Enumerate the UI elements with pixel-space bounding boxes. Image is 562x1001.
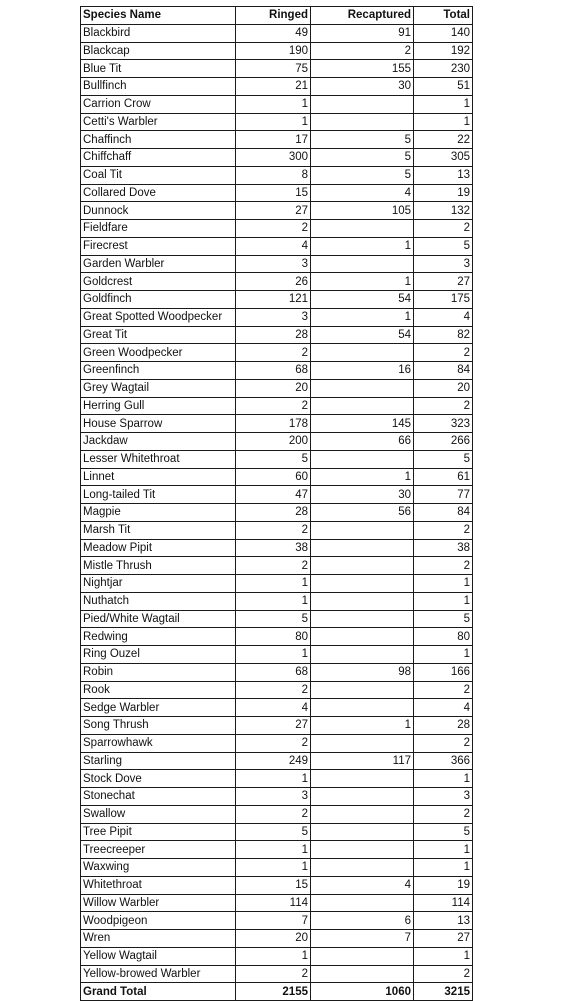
species-name-cell: Jackdaw <box>81 433 236 451</box>
total-cell: 51 <box>414 78 473 96</box>
species-name-cell: Robin <box>81 663 236 681</box>
recaptured-cell <box>311 255 414 273</box>
table-body <box>81 24 473 983</box>
species-name-cell: Song Thrush <box>81 717 236 735</box>
species-name-cell: Blue Tit <box>81 60 236 78</box>
ringed-cell: 300 <box>236 149 311 167</box>
total-cell: 2 <box>414 965 473 983</box>
total-cell: 1 <box>414 592 473 610</box>
species-name-cell: Nightjar <box>81 575 236 593</box>
table-row <box>81 504 473 522</box>
species-name-cell: Grey Wagtail <box>81 379 236 397</box>
species-name-cell: Sparrowhawk <box>81 734 236 752</box>
recaptured-cell: 4 <box>311 184 414 202</box>
ringed-cell: 26 <box>236 273 311 291</box>
table-row <box>81 770 473 788</box>
total-cell: 19 <box>414 184 473 202</box>
ringed-cell: 68 <box>236 663 311 681</box>
table-row <box>81 255 473 273</box>
species-name-cell: Coal Tit <box>81 166 236 184</box>
recaptured-cell <box>311 344 414 362</box>
total-cell: 77 <box>414 486 473 504</box>
total-cell: 114 <box>414 894 473 912</box>
ringed-cell: 2 <box>236 965 311 983</box>
species-name-cell: Collared Dove <box>81 184 236 202</box>
total-cell: 2 <box>414 521 473 539</box>
ringed-cell: 15 <box>236 184 311 202</box>
recaptured-cell: 7 <box>311 930 414 948</box>
table-row <box>81 734 473 752</box>
species-name-cell: Green Woodpecker <box>81 344 236 362</box>
ringed-cell: 3 <box>236 308 311 326</box>
total-cell: 2 <box>414 805 473 823</box>
species-name-cell: Yellow-browed Warbler <box>81 965 236 983</box>
total-cell: 1 <box>414 575 473 593</box>
recaptured-cell <box>311 646 414 664</box>
ringed-cell: 80 <box>236 628 311 646</box>
table-row <box>81 237 473 255</box>
total-cell: 4 <box>414 699 473 717</box>
total-cell: 1 <box>414 113 473 131</box>
total-cell: 1 <box>414 770 473 788</box>
table-row <box>81 841 473 859</box>
recaptured-cell <box>311 894 414 912</box>
ringed-cell: 3 <box>236 788 311 806</box>
species-name-cell: Whitethroat <box>81 876 236 894</box>
recaptured-cell <box>311 841 414 859</box>
ringed-cell: 1 <box>236 646 311 664</box>
total-cell: 1 <box>414 859 473 877</box>
recaptured-cell: 56 <box>311 504 414 522</box>
total-cell: 22 <box>414 131 473 149</box>
recaptured-cell <box>311 947 414 965</box>
recaptured-cell: 105 <box>311 202 414 220</box>
recaptured-cell: 91 <box>311 24 414 42</box>
table-row <box>81 42 473 60</box>
total-cell: 61 <box>414 468 473 486</box>
table-row <box>81 433 473 451</box>
ringed-cell: 4 <box>236 237 311 255</box>
table-row <box>81 450 473 468</box>
grand-total-label: Grand Total <box>81 983 236 1001</box>
recaptured-cell: 1 <box>311 237 414 255</box>
total-cell: 38 <box>414 539 473 557</box>
table-row <box>81 220 473 238</box>
ringed-cell: 2 <box>236 805 311 823</box>
ringed-cell: 2 <box>236 397 311 415</box>
ringed-cell: 200 <box>236 433 311 451</box>
species-name-cell: Great Spotted Woodpecker <box>81 308 236 326</box>
species-name-cell: Redwing <box>81 628 236 646</box>
ringed-cell: 2 <box>236 734 311 752</box>
recaptured-cell <box>311 734 414 752</box>
ringed-cell: 28 <box>236 326 311 344</box>
total-cell: 323 <box>414 415 473 433</box>
species-name-cell: Wren <box>81 930 236 948</box>
ringed-cell: 1 <box>236 113 311 131</box>
ringed-cell: 190 <box>236 42 311 60</box>
ringed-cell: 1 <box>236 95 311 113</box>
ringed-cell: 1 <box>236 947 311 965</box>
ringed-cell: 114 <box>236 894 311 912</box>
recaptured-cell <box>311 539 414 557</box>
recaptured-cell <box>311 610 414 628</box>
grand-total-total: 3215 <box>414 983 473 1001</box>
species-name-cell: Blackcap <box>81 42 236 60</box>
total-cell: 13 <box>414 912 473 930</box>
ringed-cell: 20 <box>236 930 311 948</box>
recaptured-cell <box>311 397 414 415</box>
recaptured-cell <box>311 859 414 877</box>
species-name-cell: Tree Pipit <box>81 823 236 841</box>
table-row <box>81 663 473 681</box>
ringed-cell: 7 <box>236 912 311 930</box>
species-name-cell: Lesser Whitethroat <box>81 450 236 468</box>
total-cell: 27 <box>414 273 473 291</box>
recaptured-cell: 1 <box>311 468 414 486</box>
table-row <box>81 291 473 309</box>
species-name-cell: Treecreeper <box>81 841 236 859</box>
recaptured-cell: 1 <box>311 273 414 291</box>
species-name-cell: Nuthatch <box>81 592 236 610</box>
table-row <box>81 752 473 770</box>
ringed-cell: 249 <box>236 752 311 770</box>
total-cell: 84 <box>414 362 473 380</box>
total-cell: 20 <box>414 379 473 397</box>
table-row <box>81 486 473 504</box>
recaptured-cell <box>311 823 414 841</box>
recaptured-cell: 4 <box>311 876 414 894</box>
ringed-cell: 2 <box>236 681 311 699</box>
total-cell: 140 <box>414 24 473 42</box>
table-row <box>81 131 473 149</box>
table-row <box>81 610 473 628</box>
species-name-cell: Swallow <box>81 805 236 823</box>
recaptured-cell: 66 <box>311 433 414 451</box>
table-row <box>81 113 473 131</box>
total-cell: 84 <box>414 504 473 522</box>
ringed-cell: 27 <box>236 202 311 220</box>
total-cell: 5 <box>414 823 473 841</box>
species-name-cell: Cetti's Warbler <box>81 113 236 131</box>
species-name-cell: Willow Warbler <box>81 894 236 912</box>
species-name-cell: Mistle Thrush <box>81 557 236 575</box>
ringed-cell: 2 <box>236 521 311 539</box>
total-cell: 366 <box>414 752 473 770</box>
recaptured-cell <box>311 575 414 593</box>
table-row <box>81 397 473 415</box>
ringed-cell: 2 <box>236 344 311 362</box>
recaptured-cell <box>311 628 414 646</box>
total-cell: 5 <box>414 450 473 468</box>
table-row <box>81 415 473 433</box>
recaptured-cell <box>311 113 414 131</box>
recaptured-cell <box>311 965 414 983</box>
total-cell: 192 <box>414 42 473 60</box>
species-name-cell: Waxwing <box>81 859 236 877</box>
total-cell: 2 <box>414 344 473 362</box>
table-row <box>81 965 473 983</box>
table-row <box>81 681 473 699</box>
total-cell: 266 <box>414 433 473 451</box>
table-row <box>81 468 473 486</box>
species-name-cell: Goldcrest <box>81 273 236 291</box>
species-name-cell: Magpie <box>81 504 236 522</box>
recaptured-cell <box>311 805 414 823</box>
species-name-cell: Stonechat <box>81 788 236 806</box>
total-cell: 13 <box>414 166 473 184</box>
recaptured-cell: 6 <box>311 912 414 930</box>
total-cell: 2 <box>414 397 473 415</box>
total-cell: 3 <box>414 255 473 273</box>
table-row <box>81 326 473 344</box>
recaptured-cell <box>311 557 414 575</box>
table-row <box>81 717 473 735</box>
total-cell: 5 <box>414 610 473 628</box>
recaptured-cell: 98 <box>311 663 414 681</box>
species-name-cell: Chaffinch <box>81 131 236 149</box>
recaptured-cell: 30 <box>311 78 414 96</box>
table-row <box>81 166 473 184</box>
table-row <box>81 646 473 664</box>
species-name-cell: Blackbird <box>81 24 236 42</box>
species-name-cell: Goldfinch <box>81 291 236 309</box>
ringed-cell: 47 <box>236 486 311 504</box>
ringed-cell: 178 <box>236 415 311 433</box>
recaptured-cell: 30 <box>311 486 414 504</box>
ringed-cell: 49 <box>236 24 311 42</box>
ringed-cell: 4 <box>236 699 311 717</box>
species-name-cell: Sedge Warbler <box>81 699 236 717</box>
table-row <box>81 202 473 220</box>
species-name-cell: Chiffchaff <box>81 149 236 167</box>
table-row <box>81 24 473 42</box>
total-cell: 4 <box>414 308 473 326</box>
ringed-cell: 60 <box>236 468 311 486</box>
species-name-cell: Dunnock <box>81 202 236 220</box>
table-row <box>81 344 473 362</box>
species-ringing-table <box>80 6 473 1001</box>
recaptured-cell: 5 <box>311 131 414 149</box>
table-row <box>81 379 473 397</box>
column-header-ringed: Ringed <box>236 7 311 25</box>
species-name-cell: Rook <box>81 681 236 699</box>
recaptured-cell <box>311 681 414 699</box>
recaptured-cell: 1 <box>311 308 414 326</box>
ringed-cell: 75 <box>236 60 311 78</box>
table-row <box>81 308 473 326</box>
species-name-cell: Yellow Wagtail <box>81 947 236 965</box>
total-cell: 2 <box>414 734 473 752</box>
table-row <box>81 876 473 894</box>
ringed-cell: 2 <box>236 220 311 238</box>
table-row <box>81 149 473 167</box>
species-name-cell: Linnet <box>81 468 236 486</box>
species-name-cell: Stock Dove <box>81 770 236 788</box>
ringed-cell: 27 <box>236 717 311 735</box>
table-row <box>81 362 473 380</box>
table-row <box>81 894 473 912</box>
total-cell: 2 <box>414 220 473 238</box>
total-cell: 2 <box>414 681 473 699</box>
grand-total-row <box>81 983 473 1001</box>
recaptured-cell <box>311 379 414 397</box>
total-cell: 19 <box>414 876 473 894</box>
species-name-cell: House Sparrow <box>81 415 236 433</box>
species-name-cell: Long-tailed Tit <box>81 486 236 504</box>
total-cell: 2 <box>414 557 473 575</box>
column-header-species-name: Species Name <box>81 7 236 25</box>
total-cell: 166 <box>414 663 473 681</box>
table-row <box>81 628 473 646</box>
table-row <box>81 60 473 78</box>
table-row <box>81 184 473 202</box>
table-row <box>81 805 473 823</box>
recaptured-cell: 155 <box>311 60 414 78</box>
ringed-cell: 5 <box>236 823 311 841</box>
recaptured-cell: 54 <box>311 326 414 344</box>
ringed-cell: 1 <box>236 859 311 877</box>
species-name-cell: Ring Ouzel <box>81 646 236 664</box>
recaptured-cell: 117 <box>311 752 414 770</box>
column-header-recaptured: Recaptured <box>311 7 414 25</box>
total-cell: 82 <box>414 326 473 344</box>
table-row <box>81 930 473 948</box>
table-row <box>81 859 473 877</box>
species-name-cell: Marsh Tit <box>81 521 236 539</box>
table-row <box>81 539 473 557</box>
recaptured-cell: 145 <box>311 415 414 433</box>
species-name-cell: Woodpigeon <box>81 912 236 930</box>
table-row <box>81 95 473 113</box>
species-name-cell: Herring Gull <box>81 397 236 415</box>
recaptured-cell <box>311 521 414 539</box>
recaptured-cell: 1 <box>311 717 414 735</box>
total-cell: 1 <box>414 947 473 965</box>
ringed-cell: 15 <box>236 876 311 894</box>
table-row <box>81 912 473 930</box>
table-row <box>81 575 473 593</box>
table-row <box>81 699 473 717</box>
species-name-cell: Great Tit <box>81 326 236 344</box>
ringed-cell: 21 <box>236 78 311 96</box>
total-cell: 27 <box>414 930 473 948</box>
table-row <box>81 557 473 575</box>
ringed-cell: 1 <box>236 575 311 593</box>
recaptured-cell <box>311 95 414 113</box>
total-cell: 1 <box>414 841 473 859</box>
total-cell: 28 <box>414 717 473 735</box>
recaptured-cell <box>311 592 414 610</box>
recaptured-cell <box>311 450 414 468</box>
recaptured-cell: 5 <box>311 149 414 167</box>
total-cell: 132 <box>414 202 473 220</box>
recaptured-cell: 16 <box>311 362 414 380</box>
total-cell: 1 <box>414 95 473 113</box>
ringed-cell: 1 <box>236 592 311 610</box>
ringed-cell: 8 <box>236 166 311 184</box>
ringed-cell: 1 <box>236 841 311 859</box>
species-name-cell: Meadow Pipit <box>81 539 236 557</box>
total-cell: 5 <box>414 237 473 255</box>
grand-total-ringed: 2155 <box>236 983 311 1001</box>
recaptured-cell: 5 <box>311 166 414 184</box>
total-cell: 80 <box>414 628 473 646</box>
species-name-cell: Starling <box>81 752 236 770</box>
table-header-row <box>81 7 473 25</box>
table-row <box>81 788 473 806</box>
species-name-cell: Firecrest <box>81 237 236 255</box>
ringed-cell: 28 <box>236 504 311 522</box>
ringed-cell: 1 <box>236 770 311 788</box>
species-name-cell: Fieldfare <box>81 220 236 238</box>
recaptured-cell <box>311 770 414 788</box>
species-name-cell: Greenfinch <box>81 362 236 380</box>
total-cell: 3 <box>414 788 473 806</box>
ringed-cell: 17 <box>236 131 311 149</box>
table-row <box>81 592 473 610</box>
ringed-cell: 5 <box>236 610 311 628</box>
species-name-cell: Pied/White Wagtail <box>81 610 236 628</box>
grand-total-recaptured: 1060 <box>311 983 414 1001</box>
ringed-cell: 3 <box>236 255 311 273</box>
table-row <box>81 78 473 96</box>
total-cell: 230 <box>414 60 473 78</box>
total-cell: 1 <box>414 646 473 664</box>
species-name-cell: Garden Warbler <box>81 255 236 273</box>
recaptured-cell <box>311 699 414 717</box>
table-row <box>81 947 473 965</box>
total-cell: 175 <box>414 291 473 309</box>
table-row <box>81 521 473 539</box>
species-name-cell: Bullfinch <box>81 78 236 96</box>
recaptured-cell: 54 <box>311 291 414 309</box>
species-name-cell: Carrion Crow <box>81 95 236 113</box>
table-row <box>81 273 473 291</box>
ringed-cell: 20 <box>236 379 311 397</box>
ringed-cell: 121 <box>236 291 311 309</box>
ringed-cell: 68 <box>236 362 311 380</box>
recaptured-cell <box>311 788 414 806</box>
total-cell: 305 <box>414 149 473 167</box>
column-header-total: Total <box>414 7 473 25</box>
ringed-cell: 2 <box>236 557 311 575</box>
ringed-cell: 5 <box>236 450 311 468</box>
recaptured-cell <box>311 220 414 238</box>
ringed-cell: 38 <box>236 539 311 557</box>
recaptured-cell: 2 <box>311 42 414 60</box>
table-row <box>81 823 473 841</box>
